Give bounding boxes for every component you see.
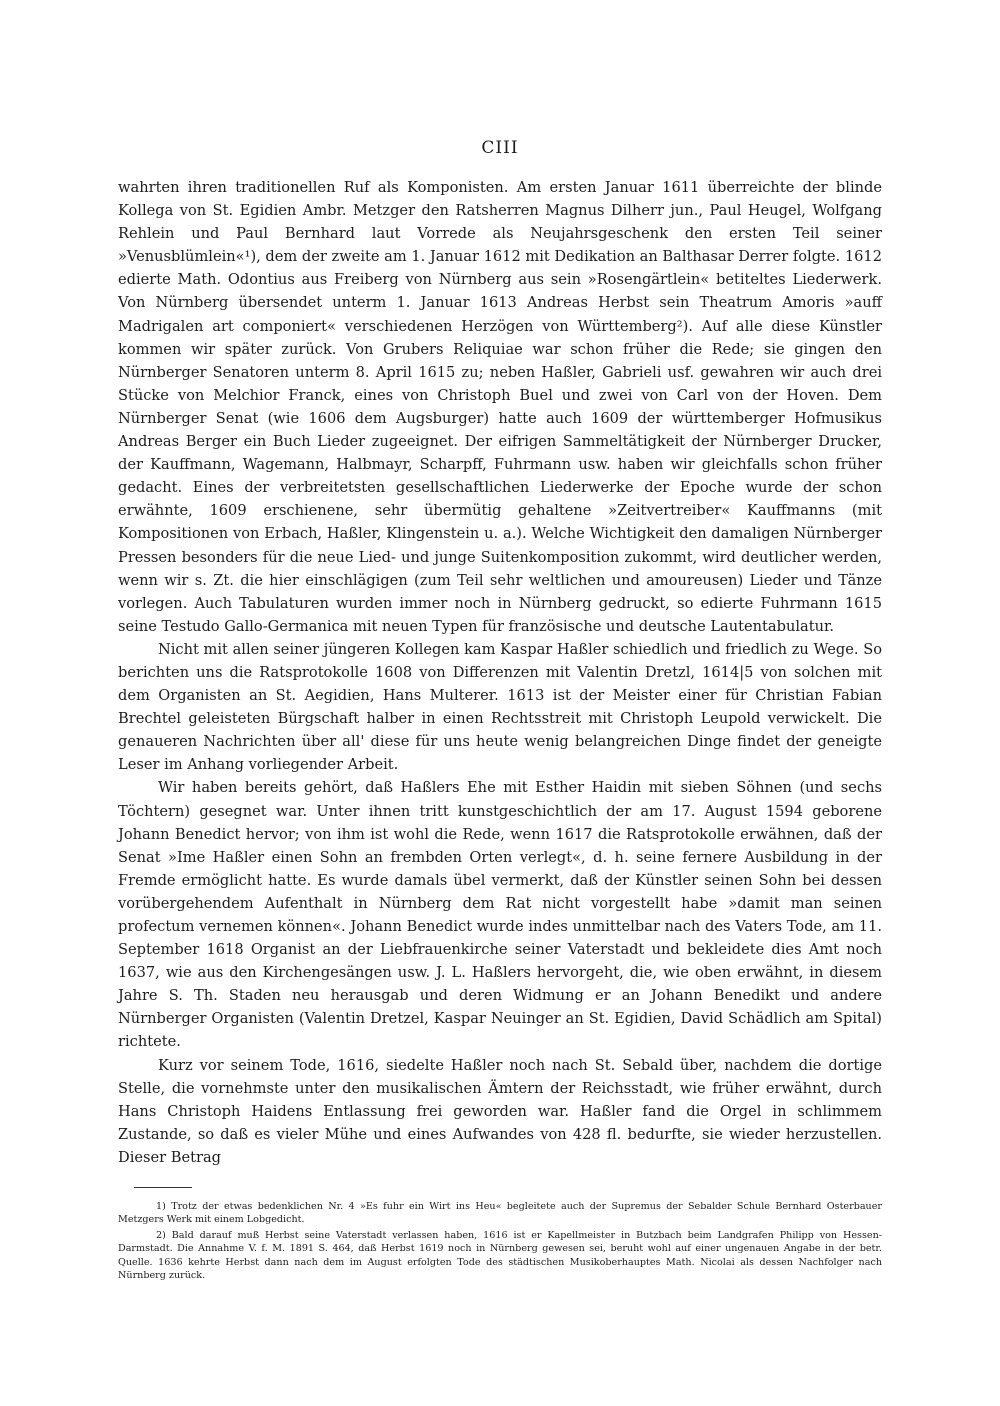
paragraph-3: Wir haben bereits gehört, daß Haßlers Ehe mit Esther Haidin mit sieben Söhnen (und sechs Töchtern) gesegnet war. Unter ihnen tritt kunstgeschichtlich der am 17. August 1594 geborene Johann Benedict hervor; von ihm ist wohl die Rede, wenn 1617 die Ratsprotokolle erwähnen, daß der Senat »Ime Haßler einen Sohn an frembden Orten verlegt«, d. h. seine fernere Ausbildung in der Fremde ermöglicht hatte. Es wurde damals übel vermerkt, daß der Künstler seinen Sohn bei dessen vorübergehendem Aufenthalt in Nürnberg dem Rat nicht vorgestellt habe »damit man seinen profectum vernemen können«. Johann Benedict wurde indes unmittelbar nach des Vaters Tode, am 11. September 1618 Organist an der Liebfrauenkirche seiner Vaterstadt und bekleidete dies Amt noch 1637, wie aus den Kirchengesängen usw. J. L. Haßlers hervorgeht, die, wie oben erwähnt, in diesem Jahre S. Th. Staden neu herausgab und deren Widmung er an Johann Benedikt und andere Nürnberger Organisten (Valentin Dretzel, Kaspar Neuinger an St. Egidien, David Schädlich am Spital) richtete.	[118, 779, 882, 1051]
document-page	[118, 138, 882, 1284]
footnote-divider	[134, 1187, 192, 1188]
paragraph-1: wahrten ihren traditionellen Ruf als Komponisten. Am ersten Januar 1611 überreichte der blinde Kollega von St. Egidien Ambr. Metzger den Ratsherren Magnus Dilherr jun., Paul Heugel, Wolfgang Rehlein und Paul Bernhard laut Vorrede als Neujahrsgeschenk den ersten Teil seiner »Venusblümlein«¹), dem der zweite am 1. Januar 1612 mit Dedikation an Balthasar Derrer folgte. 1612 edierte Math. Odontius aus Freiberg von Nürnberg aus sein »Rosengärtlein« betiteltes Liederwerk. Von Nürnberg übersendet unterm 1. Januar 1613 Andreas Herbst sein Theatrum Amoris »auff Madrigalen art componiert« verschiedenen Herzögen von Württemberg²). Auf alle diese Künstler kommen wir später zurück. Von Grubers Reliquiae war schon früher die Rede; sie gingen den Nürnberger Senatoren unterm 8. April 1615 zu; neben Haßler, Gabrieli usf. gewahren wir auch drei Stücke von Melchior Franck, eines von Christoph Buel und zwei von Carl von der Hoven. Dem Nürnberger Senat (wie 1606 dem Augsburger) hatte auch 1609 der württemberger Hofmusikus Andreas Berger ein Buch Lieder zugeeignet. Der eifrigen Sammeltätigkeit der Nürnberger Drucker, der Kauffmann, Wagemann, Halbmayr, Scharpff, Fuhrmann usw. haben wir gleichfalls schon früher gedacht. Eines der verbreitetsten gesellschaftlichen Liederwerke der Epoche wurde der schon erwähnte, 1609 erschienene, sehr übermütig gehaltene »Zeitvertreiber« Kauffmanns (mit Kompositionen von Erbach, Haßler, Klingenstein u. a.). Welche Wichtigkeit den damaligen Nürnberger Pressen besonders für die neue Lied- und junge Suitenkomposition zukommt, wird deutlicher werden, wenn wir s. Zt. die hier einschlägigen (zum Teil sehr weltlichen und amoureusen) Lieder und Tänze vorlegen. Auch Tabulaturen wurden immer noch in Nürnberg gedruckt, so edierte Fuhrmann 1615 seine Testudo Gallo-Germanica mit neuen Typen für französische und deutsche Lautentabulatur.	[118, 179, 882, 635]
footnotes	[118, 1200, 882, 1282]
paragraph-2: Nicht mit allen seiner jüngeren Kollegen kam Kaspar Haßler schiedlich und friedlich zu Wege. So berichten uns die Ratsprotokolle 1608 von Differenzen mit Valentin Dretzl, 1614|5 von solchen mit dem Organisten an St. Aegidien, Hans Multerer. 1613 ist der Meister einer für Christian Fabian Brechtel geleisteten Bürgschaft halber in einen Rechtsstreit mit Christoph Leupold verwickelt. Die genaueren Nachrichten über all' diese für uns heute wenig belangreichen Dinge findet der geneigte Leser im Anhang vorliegender Arbeit.	[118, 640, 882, 774]
footnote-1: 1) Trotz der etwas bedenklichen Nr. 4 »Es fuhr ein Wirt ins Heu« begleitete auch der Supremus der Sebalder Schule Bernhard Osterbauer Metzgers Werk mit einem Lobgedicht.	[118, 1201, 882, 1226]
paragraph-4: Kurz vor seinem Tode, 1616, siedelte Haßler noch nach St. Sebald über, nachdem die dortige Stelle, die vornehmste unter den musikalischen Ämtern der Reichsstadt, wie früher erwähnt, durch Hans Christoph Haidens Entlassung frei geworden war. Haßler fand die Orgel in schlimmem Zustande, so daß es vieler Mühe und eines Aufwandes von 428 fl. bedurfte, sie wieder herzustellen. Dieser Betrag	[118, 1056, 882, 1166]
footnote-2: 2) Bald darauf muß Herbst seine Vaterstadt verlassen haben, 1616 ist er Kapellmeister in Butzbach beim Landgrafen Philipp von Hessen-Darmstadt. Die Annahme V. f. M. 1891 S. 464, daß Herbst 1619 noch in Nürnberg gewesen sei, beruht wohl auf einer ungenauen Angabe in der betr. Quelle. 1636 kehrte Herbst dann nach dem im August erfolgten Tode des städtischen Musikoberhauptes Math. Nicolai als dessen Nachfolger nach Nürnberg zurück.	[118, 1229, 882, 1282]
page-number: CIII	[481, 138, 519, 158]
